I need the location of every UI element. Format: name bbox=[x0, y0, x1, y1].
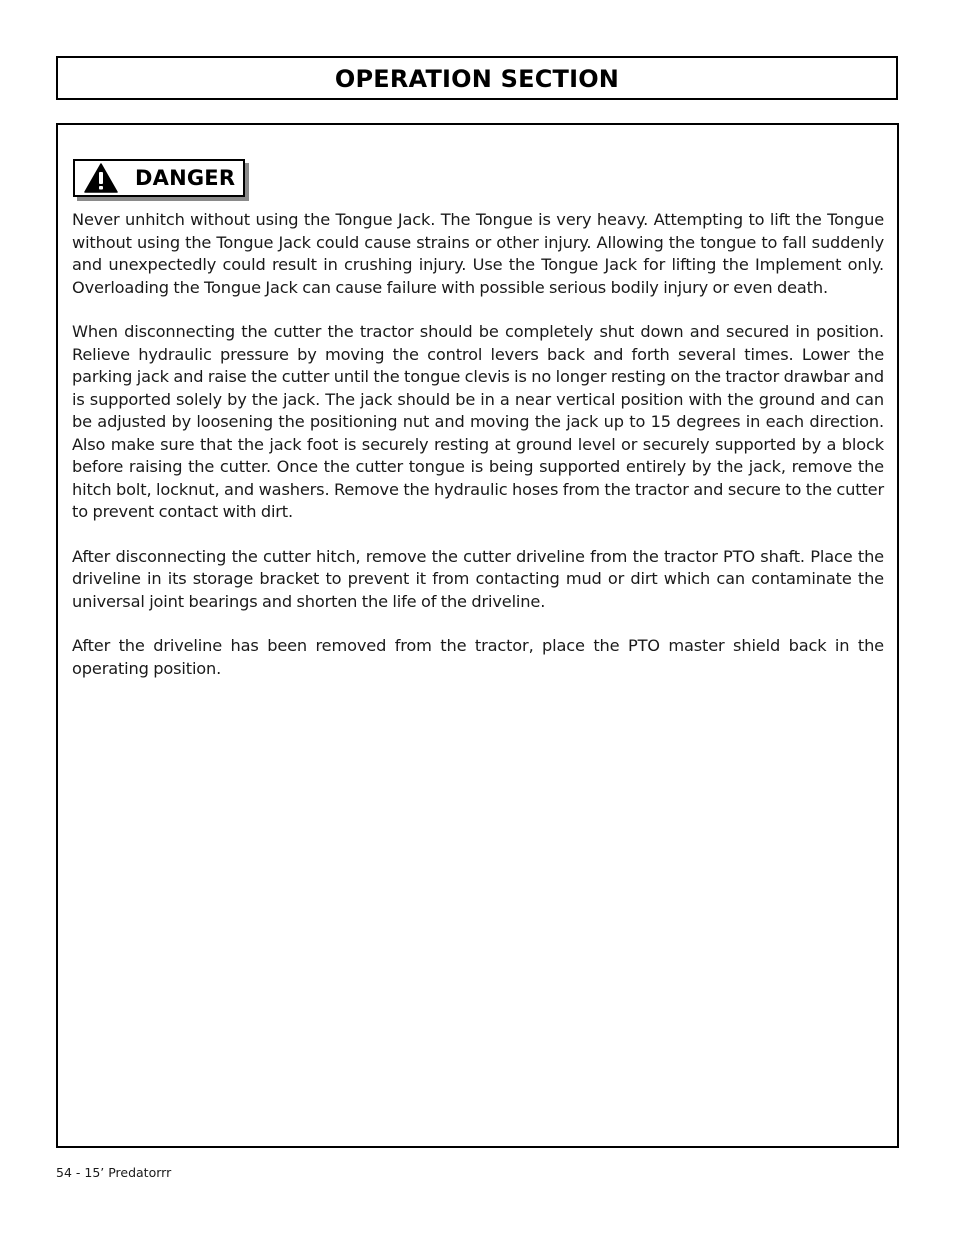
page-footer: 54 - 15’ Predatorrr bbox=[56, 1165, 172, 1180]
section-header bbox=[56, 56, 898, 100]
danger-text: DANGER bbox=[135, 166, 236, 190]
body-text bbox=[72, 209, 884, 702]
content-box bbox=[56, 123, 899, 1148]
paragraph-tongue-jack-warning: Never unhitch without using the Tongue Jack. The Tongue is very heavy. Attempting to lift the Tongue without using the Tongue Jack could cause strains or other injury. Allowing the tongue to fall suddenly and unexpectedly could result in crushing injury. Use the Tongue Jack for lifting the Implement only. Overloading the Tongue Jack can cause failure with possible serious bodily injury or even death. bbox=[72, 210, 884, 297]
section-title: OPERATION SECTION bbox=[334, 65, 620, 93]
paragraph-driveline-removal: After disconnecting the cutter hitch, remove the cutter driveline from the tractor PTO shaft. Place the driveline in its storage bracket to prevent it from contacting mud or dirt which can contaminate the universal joint bearings and shorten the life of the driveline. bbox=[72, 546, 884, 611]
warning-triangle-icon bbox=[83, 162, 119, 194]
danger-label bbox=[73, 159, 245, 197]
paragraph-pto-shield: After the driveline has been removed from the tractor, place the PTO master shield back in the operating position. bbox=[72, 636, 884, 678]
paragraph-disconnecting-cutter: When disconnecting the cutter the tractor should be completely shut down and secured in position. Relieve hydraulic pressure by moving the control levers back and forth several times. Lower the parking jack and raise the cutter until the tongue clevis is no longer resting on the tractor drawbar and is supported solely by the jack. The jack should be in a near vertical position with the ground and can be adjusted by loosening the positioning nut and moving the jack up to 15 degrees in each direction. Also make sure that the jack foot is securely resting at ground level or securely supported by a block before raising the cutter. Once the cutter tongue is being supported entirely by the jack, remove the hitch bolt, locknut, and washers. Remove the hydraulic hoses from the tractor and secure to the cutter to prevent contact with dirt. bbox=[72, 322, 884, 521]
